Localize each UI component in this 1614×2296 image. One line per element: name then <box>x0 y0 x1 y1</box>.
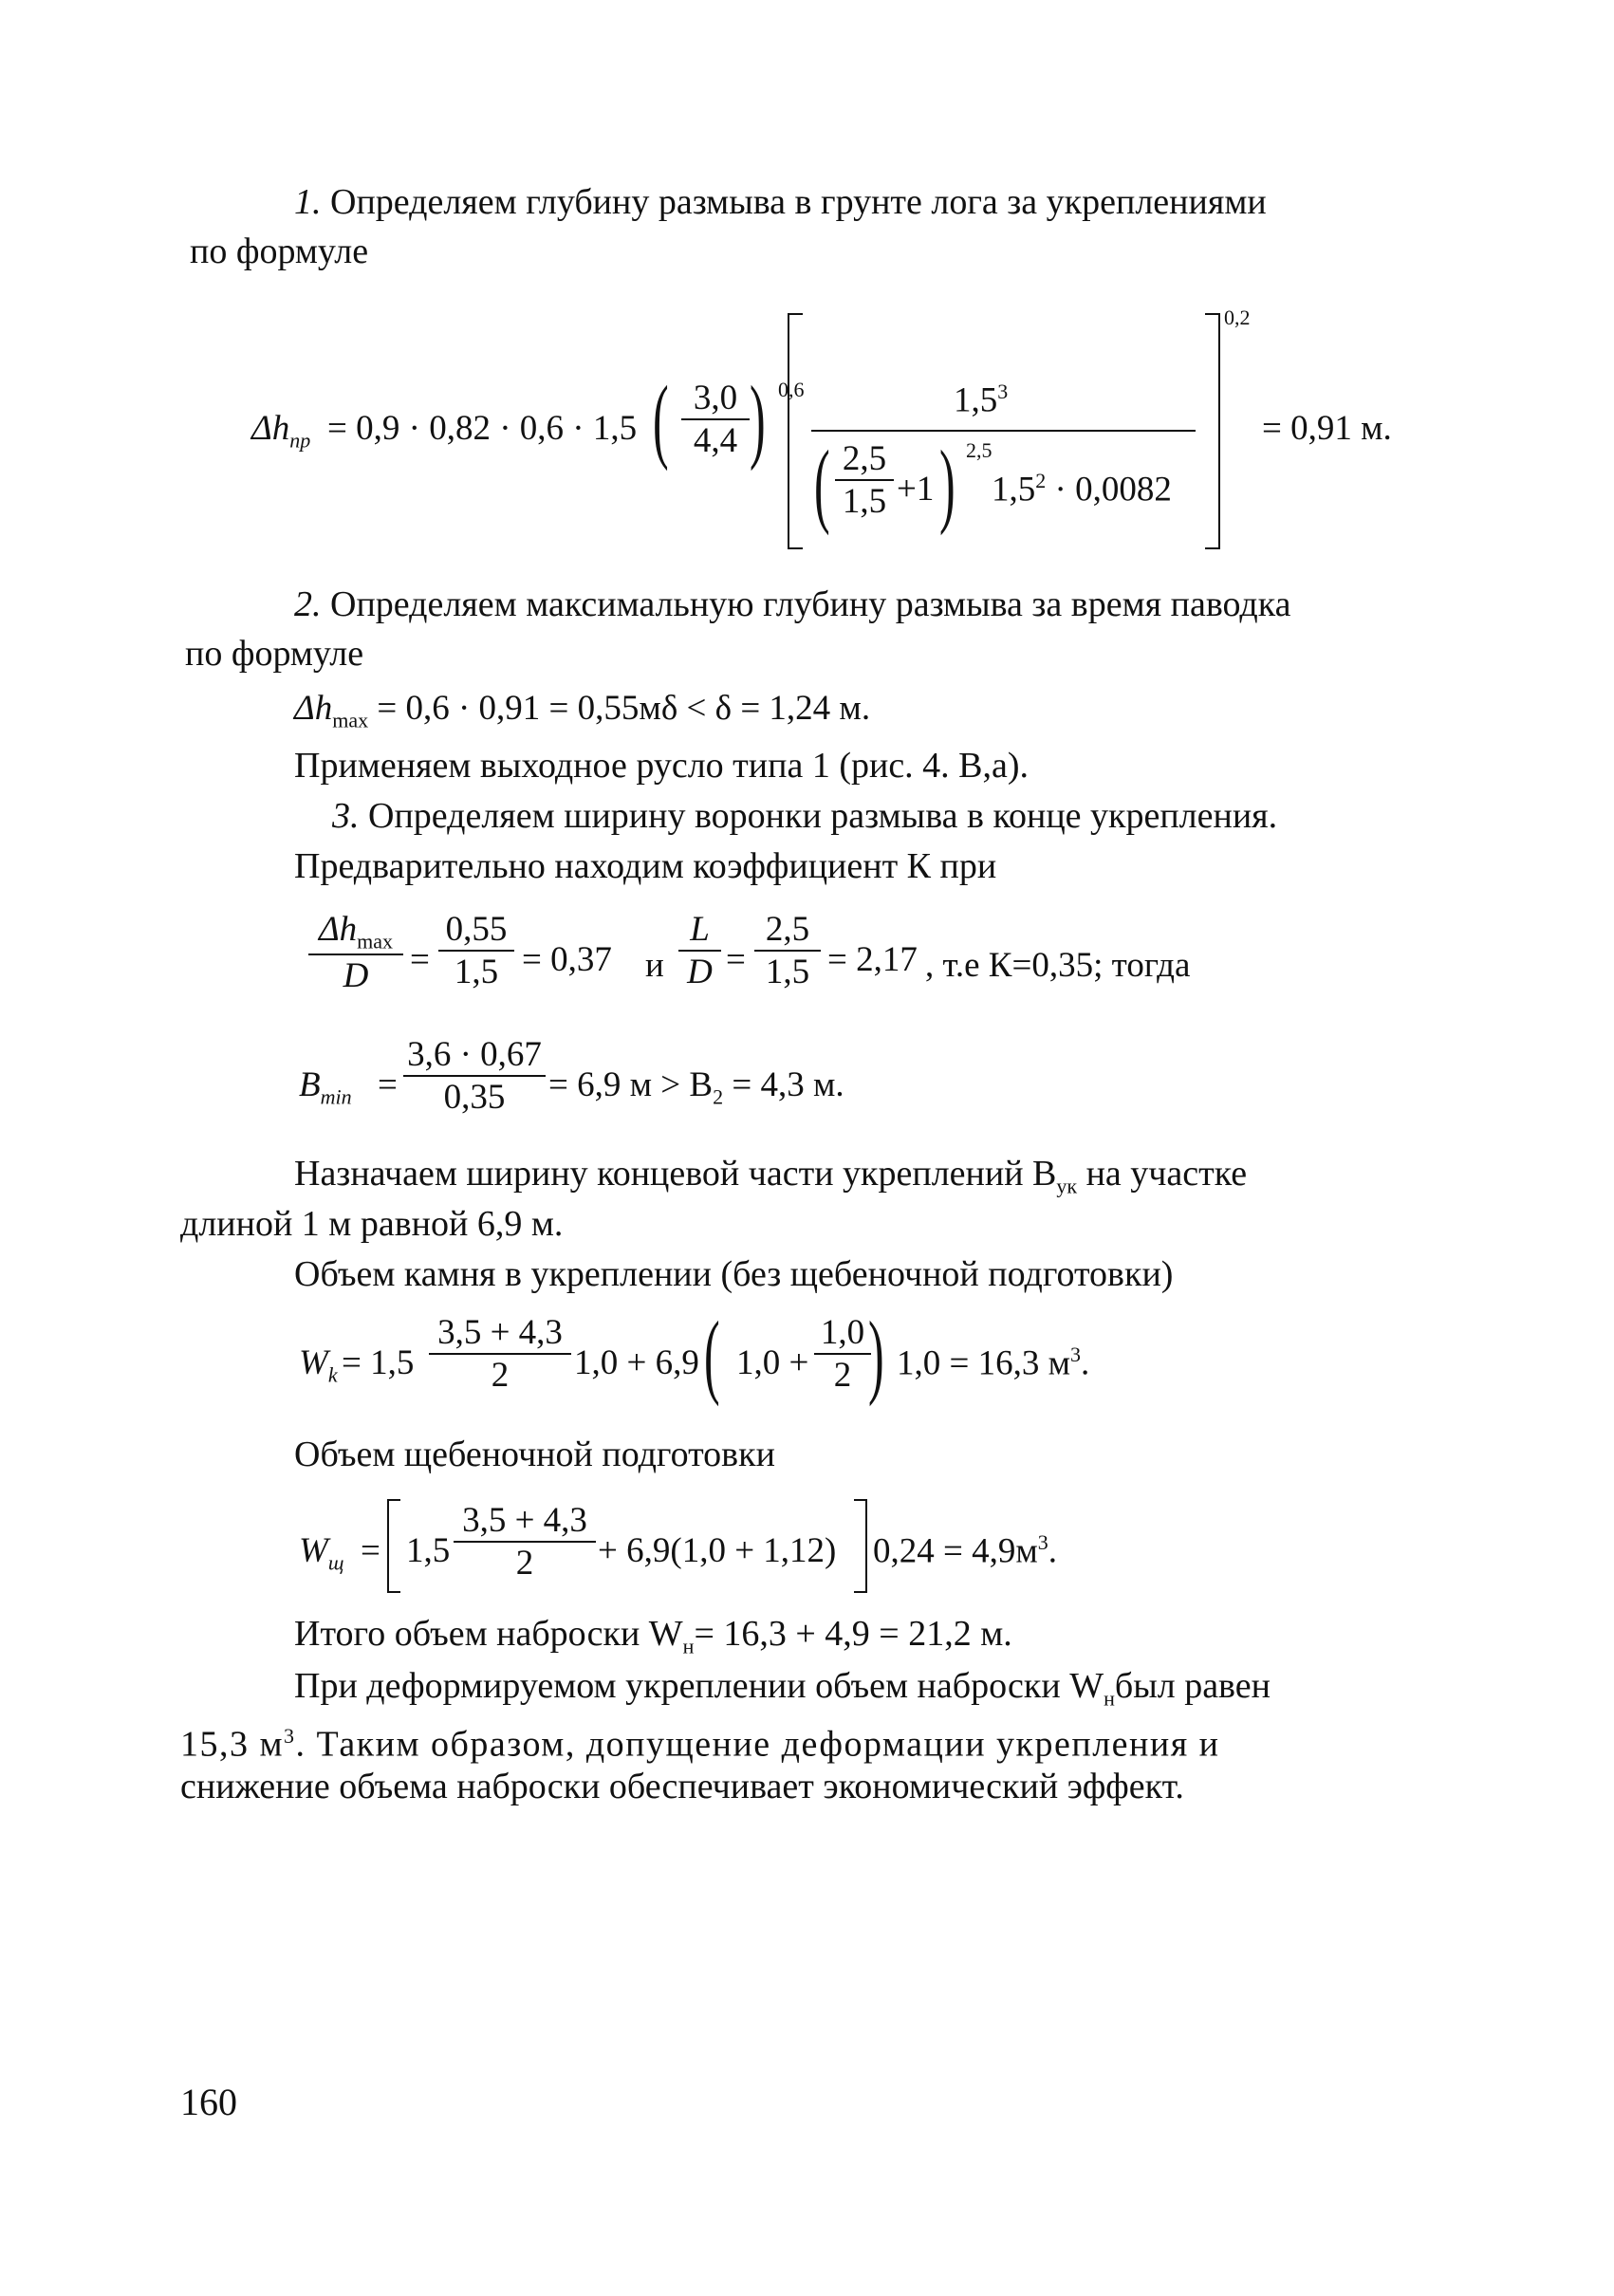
formula1-frac: 3,0 4,4 <box>681 378 750 461</box>
formula2-lhs-sub: max <box>332 708 369 732</box>
step3-text: Определяем ширину воронки размыва в конце укрепления. <box>368 796 1278 836</box>
page-number: 160 <box>180 2081 237 2123</box>
formula3-frac3: L D <box>678 909 721 992</box>
step2-line1 <box>294 581 1291 628</box>
formula6-right-bracket <box>854 1499 867 1593</box>
formula5-in-frac: 1,0 2 <box>814 1312 871 1396</box>
formula-max-depth: $\Delta h_{max} = 0,6 \cdot 0,91 = 0,55м\delta < \delta = 1,24$ м. <box>294 689 871 732</box>
formula6-pre: 1,5 <box>406 1531 451 1570</box>
formula3-res1: = 0,37 <box>522 940 612 979</box>
formula5-frac: 3,5 + 4,3 2 <box>429 1312 571 1396</box>
para-apply: Применяем выходное русло типа 1 (рис. 4. В,а). <box>294 746 1030 786</box>
formula4-rhs: = 6,9 $м > B_2 = 4,3$ м. <box>548 1065 844 1109</box>
formula1-lparen: ( <box>653 366 669 472</box>
formula1-outer-exp: 0,2 <box>1224 306 1251 329</box>
formula5-result: 1,0 = 16,3 $м^3$. <box>897 1342 1090 1383</box>
formula5-rparen: ) <box>868 1302 884 1407</box>
para-total-sub: н <box>682 1634 695 1658</box>
formula3-eq1: = <box>410 940 430 979</box>
step3-line1 <box>332 792 1277 840</box>
formula6-frac: 3,5 + 4,3 2 <box>454 1500 596 1583</box>
formula5-mid: 1,0 + 6,9 <box>574 1343 699 1382</box>
step1-text: Определяем глубину размыва в грунте лога за укреплениями <box>330 182 1267 222</box>
formula5-prefix: = 1,5 <box>342 1343 415 1382</box>
formula1-inner-rparen: ) <box>939 431 955 536</box>
para-assign-line2: длиной 1 м равной 6,9 м. <box>180 1204 564 1244</box>
formula4-eq: = <box>378 1065 398 1104</box>
formula3-and: и <box>645 946 664 985</box>
formula1-inner-lparen: ( <box>814 431 830 536</box>
formula5-lparen: ( <box>704 1302 720 1407</box>
formula1-inner-frac: 2,5 1,5 <box>835 438 894 522</box>
formula3-tail: , т.е К=0,35; тогда <box>925 946 1191 985</box>
step2-line2: по формуле <box>185 634 364 674</box>
formula4-frac: 3,6 · 0,67 0,35 <box>403 1034 546 1118</box>
formula5-lhs: $W_k$ <box>299 1343 338 1387</box>
formula6-mid: + 6,9(1,0 + 1,12) <box>598 1531 837 1570</box>
formula1-lhs-sub: пр <box>289 428 311 453</box>
formula6-lhs: $W_щ$ <box>299 1531 344 1575</box>
formula1-inner-exp: 2,5 <box>966 438 993 462</box>
step3-line2: Предварительно находим коэффициент К при <box>294 846 997 886</box>
formula6-result: $0,24 = 4,9м^3$. <box>873 1530 1058 1571</box>
formula1-prefix: = 0,9 · 0,82 · 0,6 · 1,5 <box>327 409 638 448</box>
para-final-line3: снижение объема наброски обеспечивает экономический эффект. <box>180 1767 1184 1806</box>
para-total: Итого объем наброски $W_н= 16,3 + 4,9 = 21,2$ м. <box>294 1614 1012 1658</box>
formula1-inner-plus: +1 <box>897 470 935 509</box>
para-volume: Объем камня в укреплении (без щебеночной подготовки) <box>294 1254 1174 1294</box>
formula5-in-pre: 1,0 + <box>736 1343 809 1382</box>
para-final-sub: н <box>1104 1686 1115 1711</box>
formula1-exp1: 0,6 <box>778 378 805 401</box>
formula1-lhs: $\Delta h_{пр}$ <box>251 409 311 453</box>
formula3-frac4: 2,5 1,5 <box>754 909 821 992</box>
step1-line2: по формуле <box>190 231 369 271</box>
formula1-result: = 0,91 м. <box>1262 409 1392 448</box>
formula6-left-bracket <box>387 1499 400 1593</box>
formula6-eq: = <box>361 1531 380 1570</box>
para-assign-line1: Назначаем ширину концевой части укреплений $В_{ук}$ на участке <box>294 1154 1248 1198</box>
formula4-lhs: $B_{min}$ <box>299 1065 352 1109</box>
step1-line1 <box>294 178 1267 226</box>
para-assign-sub: ук <box>1056 1174 1078 1198</box>
formula2-rhs: = 0,6 · 0,91 = 0,55мδ < δ = 1,24 м. <box>377 689 871 728</box>
step3-number: 3. <box>332 796 360 836</box>
para-final-line1: При деформируемом укреплении объем наброски $W_нбыл$ равен <box>294 1666 1271 1711</box>
para-final-line2: 15,3 $м^3$. Таким образом, допущение деформации укрепления и <box>180 1724 1220 1765</box>
step2-number: 2. <box>294 584 322 624</box>
formula3-eq2: = <box>726 940 746 979</box>
formula1-right-bracket <box>1205 313 1220 549</box>
step2-text: Определяем максимальную глубину размыва за время паводка <box>330 584 1291 624</box>
formula3-res2: = 2,17 <box>827 940 918 979</box>
formula1-big-numerator: $1,5^3$ <box>954 380 1009 420</box>
step1-number: 1. <box>294 182 322 222</box>
formula1-left-bracket <box>788 313 803 549</box>
formula3-frac1: $\Delta h_{max}$ D <box>308 909 403 996</box>
formula1-big-bar <box>811 430 1196 432</box>
para-gravel: Объем щебеночной подготовки <box>294 1435 775 1474</box>
formula1-den-tail: $1,5^2 \cdot 0,0082$ <box>992 469 1172 509</box>
formula3-frac2: 0,55 1,5 <box>438 909 514 992</box>
formula1-rparen: ) <box>750 366 766 472</box>
